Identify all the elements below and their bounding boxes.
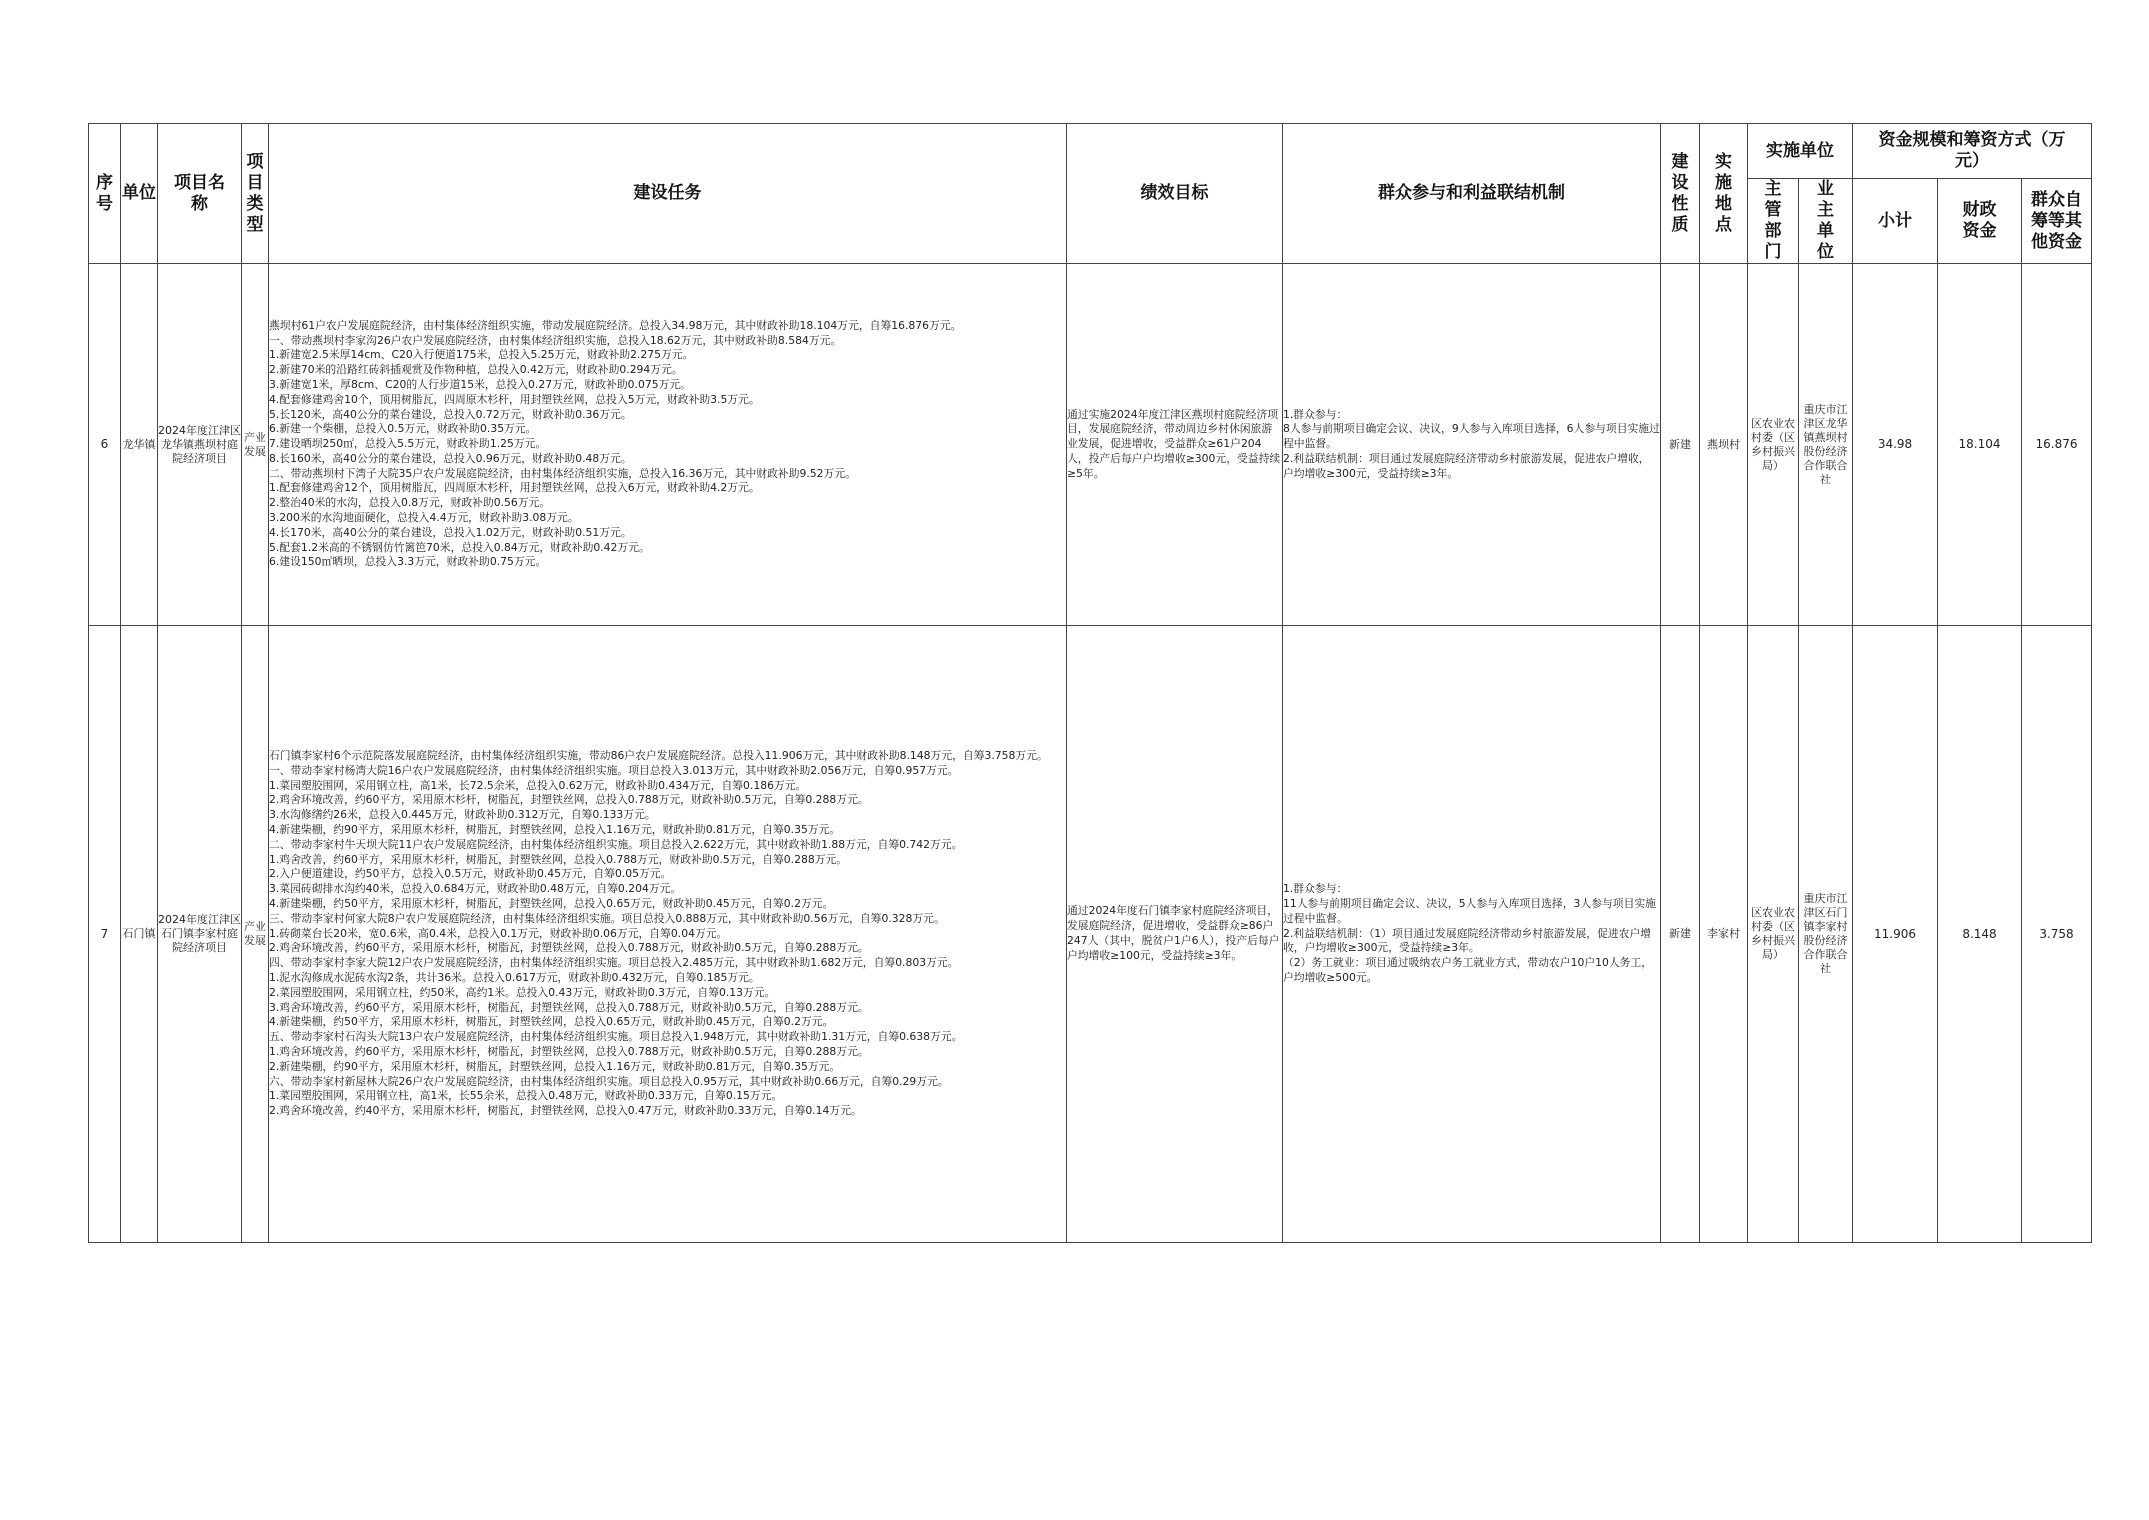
header-impl-dept: 主管部门 bbox=[1748, 179, 1799, 264]
row-project-type: 产业发展 bbox=[242, 626, 269, 1243]
row-benefit-mechanism: 1.群众参与： 8人参与前期项目确定会议、决议，9人参与入库项目选择，6人参与项目实施过程中监督。 2.利益联结机制：项目通过发展庭院经济带动乡村旅游发展，促进农户增收，户均增收≥300元，受益持续≥3年。 bbox=[1283, 264, 1661, 626]
header-fund-total: 小计 bbox=[1853, 179, 1938, 264]
row-dept: 区农业农村委（区乡村振兴局） bbox=[1748, 264, 1799, 626]
row-owner: 重庆市江津区龙华镇燕坝村股份经济合作联合社 bbox=[1799, 264, 1853, 626]
row-construction-task: 石门镇李家村6个示范院落发展庭院经济，由村集体经济组织实施，带动86户农户发展庭院经济。总投入11.906万元，其中财政补助8.148万元，自筹3.758万元。 一、带动李家村杨湾大院16户农户发展庭院经济，由村集体经济组织实施。项目总投入3.013万元，其中财政补助2.056万元，自筹0.957万元。 1.菜园塑胶围网，采用钢立柱，高1米，长72.5余米，总投入0.62万元，财政补助0.434万元，自筹0.186万元。 2.鸡舍环境改善，约60平方，采用原木杉杆，树脂瓦，封塑铁丝网，总投入0.788万元，财政补助0.5万元，自筹0.288万元。 3.水沟修缮约26米，总投入0.445万元，财政补助0.312万元，自筹0.133万元。 4.新建柴棚，约90平方，采用原木杉杆，树脂瓦，封塑铁丝网，总投入1.16万元，财政补助0.81万元，自筹0.35万元。 二、带动李家村牛天坝大院11户农户发展庭院经济，由村集体经济组织实施。项目总投入2.622万元，其中财政补助1.88万元，自筹0.742万元。 1.鸡舍改善，约60平方，采用原木杉杆，树脂瓦，封塑铁丝网，总投入0.788万元，财政补助0.5万元，自筹0.288万元。 2.入户便道建设，约50平方，总投入0.5万元，财政补助0.45万元，自筹0.05万元。 3.菜园砖砌排水沟约40米，总投入0.684万元，财政补助0.48万元，自筹0.204万元。 4.新建柴棚，约50平方，采用原木杉杆，树脂瓦，封塑铁丝网，总投入0.65万元，财政补助0.45万元，自筹0.2万元。 三、带动李家村何家大院8户农户发展庭院经济，由村集体经济组织实施。项目总投入0.888万元，其中财政补助0.56万元，自筹0.328万元。 1.砖砌菜台长20米，宽0.6米，高0.4米，总投入0.1万元，财政补助0.06万元，自筹0.04万元。 2.鸡舍环境改善，约60平方，采用原木杉杆，树脂瓦，封塑铁丝网，总投入0.788万元，财政补助0.5万元，自筹0.288万元。 四、带动李家村李家大院12户农户发展庭院经济，由村集体经济组织实施。项目总投入2.485万元，其中财政补助1.682万元，自筹0.803万元。 1.泥水沟修成水泥砖水沟2条，共计36米。总投入0.617万元，财政补助0.432万元，自筹0.185万元。 2.菜园塑胶围网，采用钢立柱，约50米，高约1米。总投入0.43万元，财政补助0.3万元，自筹0.13万元。 3.鸡舍环境改善，约60平方，采用原木杉杆，树脂瓦，封塑铁丝网，总投入0.788万元，财政补助0.5万元，自筹0.288万元。 4.新建柴棚，约50平方，采用原木杉杆，树脂瓦，封塑铁丝网，总投入0.65万元，财政补助0.45万元，自筹0.2万元。 五、带动李家村石沟头大院13户农户发展庭院经济，由村集体经济组织实施。项目总投入1.948万元，其中财政补助1.31万元，自筹0.638万元。 1.鸡舍环境改善，约60平方，采用原木杉杆，树脂瓦，封塑铁丝网，总投入0.788万元，财政补助0.5万元，自筹0.288万元。 2.新建柴棚，约90平方，采用原木杉杆，树脂瓦，封塑铁丝网，总投入1.16万元，财政补助0.81万元，自筹0.35万元。 六、带动李家村新屋林大院26户农户发展庭院经济，由村集体经济组织实施。项目总投入0.95万元，其中财政补助0.66万元，自筹0.29万元。 1.菜园塑胶围网，采用钢立柱，高1米，长55余米，总投入0.48万元，财政补助0.33万元，自筹0.15万元。 2.鸡舍环境改善，约40平方，采用原木杉杆，树脂瓦，封塑铁丝网，总投入0.47万元，财政补助0.33万元，自筹0.14万元。 bbox=[269, 626, 1067, 1243]
header-mech: 群众参与和利益联结机制 bbox=[1283, 124, 1661, 264]
row-project-type: 产业发展 bbox=[242, 264, 269, 626]
project-table bbox=[88, 123, 2092, 1243]
row-benefit-mechanism: 1.群众参与： 11人参与前期项目确定会议、决议，5人参与入库项目选择，3人参与项目实施过程中监督。 2.利益联结机制：（1）项目通过发展庭院经济带动乡村旅游发展，促进农户增收，户均增收≥300元，受益持续≥3年。 （2）务工就业：项目通过吸纳农户务工就业方式，带动农户10户10人务工，户均增收≥500元。 bbox=[1283, 626, 1661, 1243]
row-unit: 龙华镇 bbox=[121, 264, 158, 626]
header-impl-owner: 业主单位 bbox=[1799, 179, 1853, 264]
header-fund: 资金规模和筹资方式（万元） bbox=[1853, 124, 2092, 179]
row-location: 燕坝村 bbox=[1700, 264, 1748, 626]
row-performance-goal: 通过2024年度石门镇李家村庭院经济项目，发展庭院经济，促进增收，受益群众≥86户247人（其中，脱贫户1户6人），投产后每户户均增收≥100元，受益持续≥3年。 bbox=[1067, 626, 1283, 1243]
row-dept: 区农业农村委（区乡村振兴局） bbox=[1748, 626, 1799, 1243]
header-task: 建设任务 bbox=[269, 124, 1067, 264]
header-location: 实施地点 bbox=[1700, 124, 1748, 264]
row-fund-total: 34.98 bbox=[1853, 264, 1938, 626]
row-fund-total: 11.906 bbox=[1853, 626, 1938, 1243]
header-name: 项目名称 bbox=[158, 124, 242, 264]
row-owner: 重庆市江津区石门镇李家村股份经济合作联合社 bbox=[1799, 626, 1853, 1243]
table-row bbox=[89, 264, 2092, 626]
row-fund-fiscal: 8.148 bbox=[1938, 626, 2022, 1243]
header-seq: 序号 bbox=[89, 124, 121, 264]
header-goal: 绩效目标 bbox=[1067, 124, 1283, 264]
header-impl: 实施单位 bbox=[1748, 124, 1853, 179]
row-fund-fiscal: 18.104 bbox=[1938, 264, 2022, 626]
row-nature: 新建 bbox=[1661, 626, 1700, 1243]
row-nature: 新建 bbox=[1661, 264, 1700, 626]
header-nature: 建设性质 bbox=[1661, 124, 1700, 264]
header-type: 项目类型 bbox=[242, 124, 269, 264]
table-row bbox=[89, 626, 2092, 1243]
row-fund-other: 16.876 bbox=[2022, 264, 2092, 626]
header-unit: 单位 bbox=[121, 124, 158, 264]
row-fund-other: 3.758 bbox=[2022, 626, 2092, 1243]
row-seq: 6 bbox=[89, 264, 121, 626]
row-unit: 石门镇 bbox=[121, 626, 158, 1243]
row-location: 李家村 bbox=[1700, 626, 1748, 1243]
header-fund-fiscal: 财政资金 bbox=[1938, 179, 2022, 264]
row-project-name: 2024年度江津区石门镇李家村庭院经济项目 bbox=[158, 626, 242, 1243]
row-construction-task: 燕坝村61户农户发展庭院经济，由村集体经济组织实施，带动发展庭院经济。总投入34.98万元，其中财政补助18.104万元，自筹16.876万元。 一、带动燕坝村李家沟26户农户发展庭院经济，由村集体经济组织实施，总投入18.62万元，其中财政补助8.584万元。 1.新建宽2.5米厚14cm、C20入行便道175米，总投入5.25万元，财政补助2.275万元。 2.新建70米的沿路红砖斜插观赏及作物种植，总投入0.42万元，财政补助0.294万元。 3.新建宽1米，厚8cm、C20的人行步道15米，总投入0.27万元，财政补助0.075万元。 4.配套修建鸡舍10个，顶用树脂瓦，四周原木杉杆，用封塑铁丝网，总投入5万元，财政补助3.5万元。 5.长120米，高40公分的菜台建设，总投入0.72万元，财政补助0.36万元。 6.新建一个柴棚，总投入0.5万元，财政补助0.35万元。 7.建设晒坝250㎡，总投入5.5万元，财政补助1.25万元。 8.长160米，高40公分的菜台建设，总投入0.96万元，财政补助0.48万元。 二、带动燕坝村下湾子大院35户农户发展庭院经济，由村集体经济组织实施，总投入16.36万元，其中财政补助9.52万元。 1.配套修建鸡舍12个，顶用树脂瓦，四周原木杉杆，用封塑铁丝网，总投入6万元，财政补助4.2万元。 2.整治40米的水沟，总投入0.8万元，财政补助0.56万元。 3.200米的水沟地面硬化，总投入4.4万元，财政补助3.08万元。 4.长170米，高40公分的菜台建设，总投入1.02万元，财政补助0.51万元。 5.配套1.2米高的不锈钢仿竹篱笆70米，总投入0.84万元，财政补助0.42万元。 6.建设150㎡晒坝，总投入3.3万元，财政补助0.75万元。 bbox=[269, 264, 1067, 626]
row-project-name: 2024年度江津区龙华镇燕坝村庭院经济项目 bbox=[158, 264, 242, 626]
row-performance-goal: 通过实施2024年度江津区燕坝村庭院经济项目，发展庭院经济，带动周边乡村休闲旅游业发展，促进增收，受益群众≥61户204人，投产后每户户均增收≥300元，受益持续≥5年。 bbox=[1067, 264, 1283, 626]
header-fund-other: 群众自筹等其他资金 bbox=[2022, 179, 2092, 264]
row-seq: 7 bbox=[89, 626, 121, 1243]
